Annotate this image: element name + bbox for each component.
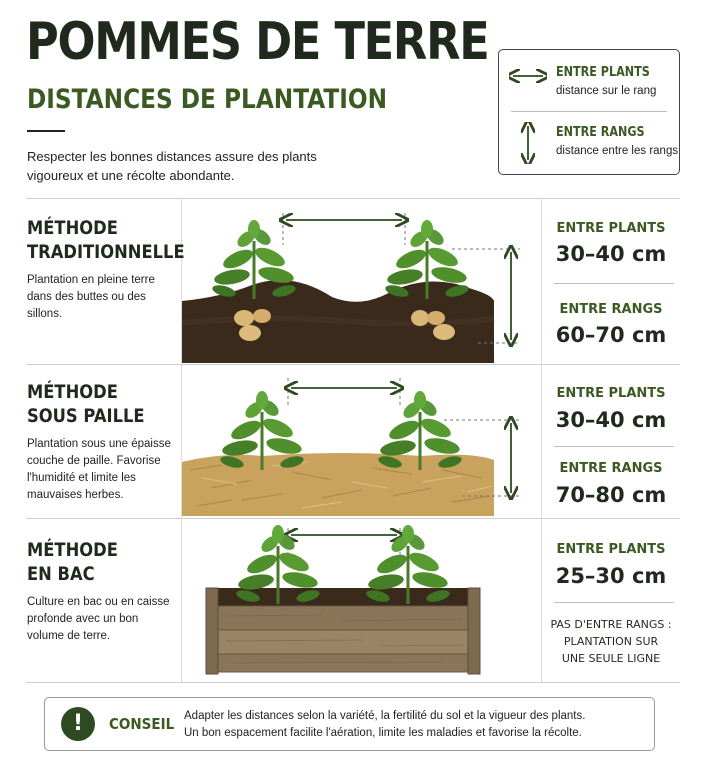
exclamation-icon: ! [61, 707, 95, 741]
between-rows-label-traditional: ENTRE RANGS [559, 302, 663, 317]
metric-divider [554, 283, 674, 284]
column-divider [541, 198, 542, 682]
method-description-traditional: Plantation en pleine terre dans des buttes ou des sillons. [27, 274, 155, 320]
between-rows-value-straw: 70–80 cm [555, 483, 667, 507]
metric-divider [554, 446, 674, 447]
vertical-double-arrow-icon [509, 122, 547, 164]
legend-box [498, 49, 680, 175]
row-divider [26, 682, 680, 683]
legend-desc-between-plants: distance sur le rang [556, 85, 657, 97]
legend-desc-between-rows: distance entre les rangs [556, 145, 679, 157]
no-rows-note: PAS D'ENTRE RANGS : PLANTATION SUR UNE SEULE LIGNE [550, 618, 672, 665]
metric-divider [554, 602, 674, 603]
between-plants-value-traditional: 30–40 cm [555, 242, 667, 266]
tip-box [44, 697, 655, 751]
between-plants-value-container: 25–30 cm [555, 564, 667, 588]
page-title: POMMES DE TERRE [26, 12, 489, 72]
traditional-scene-illustration [182, 205, 541, 365]
legend-divider [511, 111, 667, 112]
row-divider [26, 198, 680, 199]
method-title-container: MÉTHODE EN BAC [27, 539, 118, 585]
container-scene-illustration [182, 522, 541, 680]
straw-scene-illustration [182, 370, 541, 520]
legend-label-between-rows: ENTRE RANGS [556, 125, 645, 140]
method-title-traditional: MÉTHODE TRADITIONNELLE [27, 217, 185, 263]
method-description-container: Culture en bac ou en caisse profonde avec un bon volume de terre. [27, 596, 170, 642]
between-rows-value-traditional: 60–70 cm [555, 323, 667, 347]
legend-label-between-plants: ENTRE PLANTS [556, 65, 650, 80]
tip-text: Adapter les distances selon la variété, la fertilité du sol et la vigueur des plants. Un bon espacement facilite l'aération, limite les maladies et favorise la récolte. [184, 710, 586, 739]
between-plants-label-container: ENTRE PLANTS [556, 542, 666, 557]
intro-text: Respecter les bonnes distances assure des plants vigoureux et une récolte abondante. [27, 149, 317, 183]
between-rows-label-straw: ENTRE RANGS [559, 461, 663, 476]
tip-label: CONSEIL [109, 715, 175, 733]
horizontal-double-arrow-icon [509, 68, 547, 84]
method-description-straw: Plantation sous une épaisse couche de paille. Favorise l'humidité et limite les mauvaises herbes. [27, 438, 171, 501]
title-divider [27, 130, 65, 132]
between-plants-label-traditional: ENTRE PLANTS [556, 221, 666, 236]
between-plants-label-straw: ENTRE PLANTS [556, 386, 666, 401]
page-subtitle: DISTANCES DE PLANTATION [27, 84, 388, 115]
method-title-straw: MÉTHODE SOUS PAILLE [27, 381, 145, 427]
between-plants-value-straw: 30–40 cm [555, 408, 667, 432]
